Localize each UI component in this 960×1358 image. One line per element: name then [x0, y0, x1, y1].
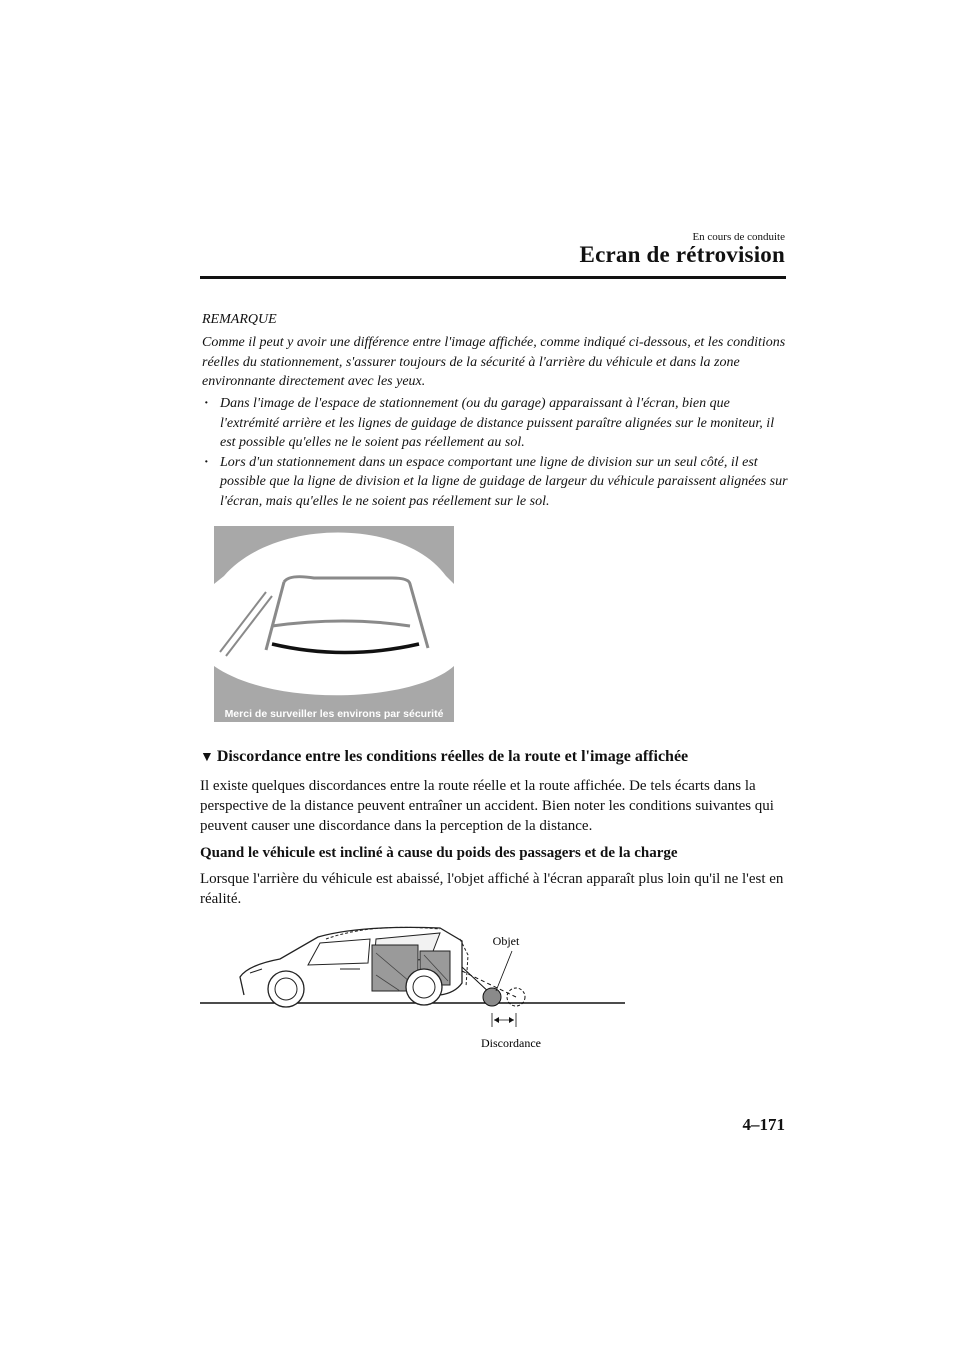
- screen-caption: Merci de surveiller les environs par sécurité: [224, 708, 444, 720]
- remark-bullets: [202, 394, 792, 511]
- subsection-heading: Quand le véhicule est incliné à cause du poids des passagers et de la charge: [200, 845, 678, 861]
- page-number: 4–171: [742, 1115, 785, 1134]
- triangle-down-icon: ▼: [200, 750, 214, 765]
- section-heading: [200, 748, 688, 766]
- remark-text: Comme il peut y avoir une différence entre l'image affichée, comme indiqué ci-dessous, et les conditions réelles du stationnement, s'assurer toujours de la sécurité à l'arrière du véhicule et dans la zone environnante directement avec les yeux.: [202, 335, 786, 389]
- section-heading-text: Discordance entre les conditions réelles de la route et l'image affichée: [216, 748, 689, 765]
- remark-bullet-1: · Dans l'image de l'espace de stationnement (ou du garage) apparaissant à l'écran, bien que l'extrémité arrière et les lignes de guidage de distance puissent paraître alignées sur le moniteur, il est possible qu'elles ne le soient pas réellement au sol.: [202, 394, 792, 453]
- subsection-paragraph: Lorsque l'arrière du véhicule est abaissé, l'objet affiché à l'écran apparaît plus loin qu'il ne l'est en réalité.: [200, 871, 784, 907]
- header-rule: [200, 276, 786, 279]
- object-label: Objet: [492, 934, 520, 948]
- remark-label: REMARQUE: [202, 312, 277, 327]
- section-name: En cours de conduite: [692, 231, 785, 243]
- section-paragraph: Il existe quelques discordances entre la route réelle et la route affichée. De tels écarts dans la perspective de la distance peuvent entraîner un accident. Bien noter les conditions suivantes qui peuvent causer une discordance dans la perception de la distance.: [200, 778, 774, 834]
- rear-camera-screen-illustration: [214, 526, 454, 722]
- tilted-car-illustration: [200, 925, 625, 1055]
- page-title: Ecran de rétrovision: [579, 242, 785, 267]
- remark-bullet-2: · Lors d'un stationnement dans un espace comportant une ligne de division sur un seul côté, il est possible que la ligne de division et la ligne de guidage de largeur du véhicule paraissent alignées sur l'écran, mais qu'elles le ne soient pas réellement sur le sol.: [202, 453, 792, 512]
- discrepancy-label: Discordance: [481, 1036, 541, 1050]
